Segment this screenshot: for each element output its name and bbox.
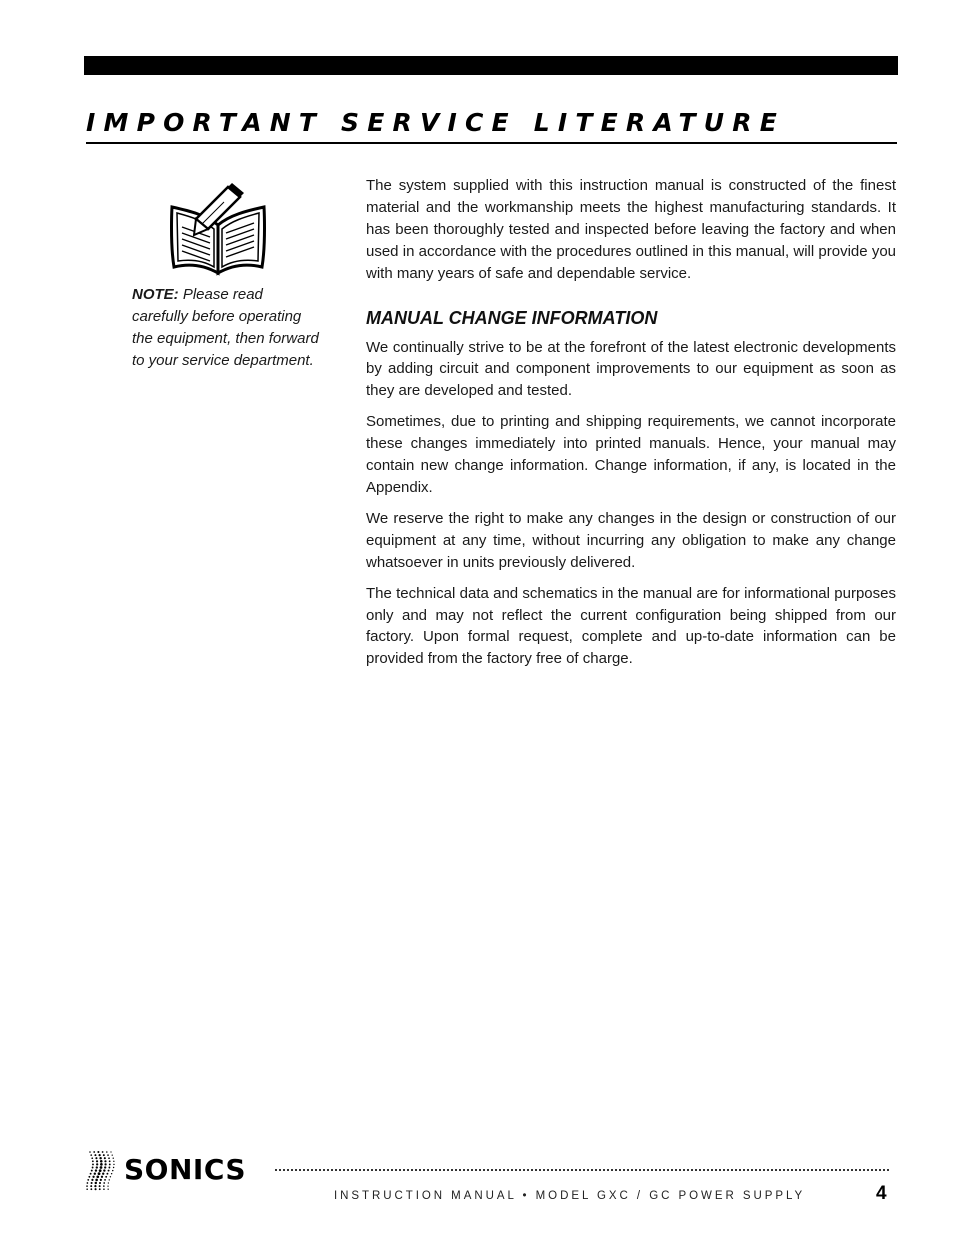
footer-dotted-rule: [275, 1169, 889, 1171]
note-callout: [132, 284, 322, 372]
change-paragraph-3: We reserve the right to make any changes in the design or construction of our equipment at any time, without incurring any obligation to make any change whatsoever in units previously delivered.: [366, 509, 896, 571]
intro-paragraph: The system supplied with this instruction manual is constructed of the finest material and the workmanship meets the highest manufacturing standards. It has been thoroughly tested and inspected before leaving the factory and when used in accordance with the procedures outlined in this manual, will provide you with many years of safe and dependable service.: [366, 177, 896, 282]
main-content: [366, 175, 896, 679]
note-text: Please read carefully before operating the equipment, then forward to your service department.: [132, 286, 319, 369]
page-number: 4: [876, 1183, 887, 1204]
open-book-with-pencil-icon: [168, 183, 268, 277]
brand-logo-text: SONICS: [124, 1153, 247, 1186]
sonics-logo-icon: [86, 1150, 116, 1192]
title-underline: [86, 142, 897, 144]
section-heading: MANUAL CHANGE INFORMATION: [366, 307, 658, 328]
change-paragraph-4: The technical data and schematics in the manual are for informational purposes only and may not reflect the current configuration being shipped from our factory. Upon formal request, complete and up-to-date information can be provided from the factory free of charge.: [366, 584, 896, 668]
change-paragraph-2: Sometimes, due to printing and shipping requirements, we cannot incorporate these changes immediately into printed manuals. Hence, your manual may contain new change information. Change information, if any, is located in the Appendix.: [366, 413, 896, 496]
change-paragraph-1: We continually strive to be at the forefront of the latest electronic developments by adding circuit and component improvements to our equipment as soon as they are developed and tested.: [366, 338, 896, 400]
header-bar: [84, 56, 898, 75]
page-title: IMPORTANT SERVICE LITERATURE: [86, 108, 785, 137]
footer-manual-title: INSTRUCTION MANUAL • MODEL GXC / GC POWER SUPPLY: [334, 1190, 806, 1202]
note-label: NOTE:: [132, 286, 179, 303]
